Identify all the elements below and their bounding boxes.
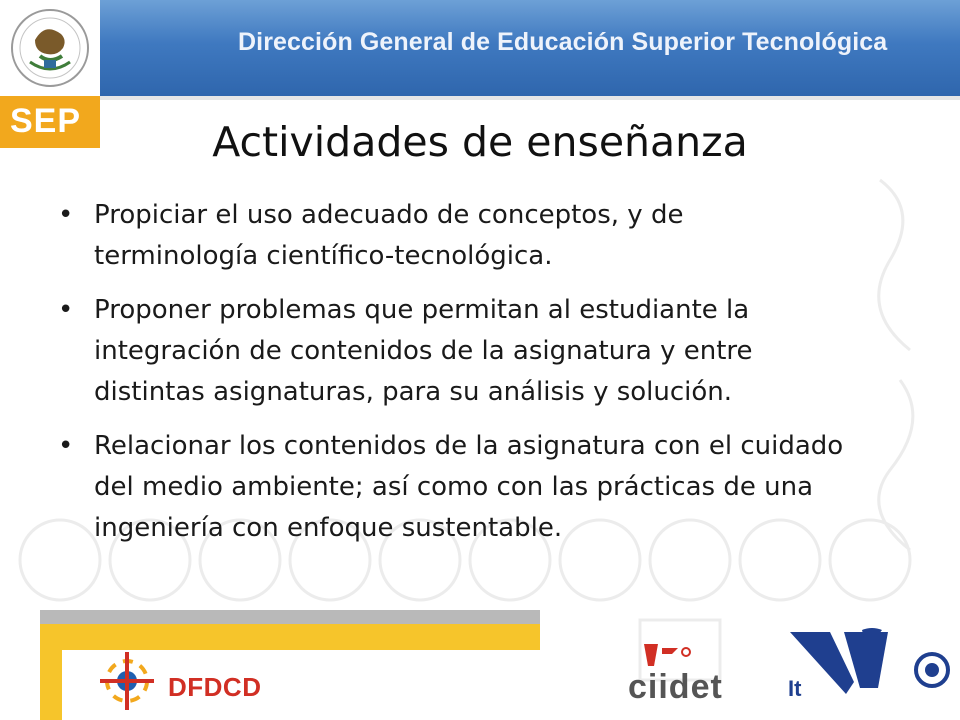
it-logo-icon bbox=[782, 626, 958, 720]
slide-title: Actividades de enseñanza bbox=[212, 118, 748, 166]
bullet-text: Relacionar los contenidos de la asignatura con el cuidado del medio ambiente; así como con las prácticas de una ingeniería con enfoque sustentable. bbox=[94, 431, 844, 543]
ciidet-mark-icon bbox=[640, 640, 696, 670]
bullet-glyph: • bbox=[58, 431, 74, 461]
bullet-text: Propiciar el uso adecuado de conceptos, y de terminología científico-tecnológica. bbox=[94, 200, 684, 271]
footer-yellow-stub bbox=[40, 650, 62, 720]
dfdcd-logo-icon bbox=[92, 648, 162, 714]
bullet-item bbox=[58, 426, 848, 549]
footer-yellow-bar bbox=[40, 624, 540, 650]
bullet-glyph: • bbox=[58, 200, 74, 230]
footer-gray-bar bbox=[40, 610, 540, 624]
seal-container bbox=[0, 0, 100, 96]
bullet-item bbox=[58, 195, 848, 277]
header-divider bbox=[100, 96, 960, 100]
bullet-text: Proponer problemas que permitan al estudiante la integración de contenidos de la asignatura y entre distintas asignaturas, para su análisis y solución. bbox=[94, 295, 753, 407]
mexican-coat-of-arms-seal-icon bbox=[0, 0, 100, 96]
bullet-list bbox=[58, 195, 848, 562]
ciidet-label: ciidet bbox=[628, 668, 723, 706]
bullet-glyph: • bbox=[58, 295, 74, 325]
header-title: Dirección General de Educación Superior Tecnológica bbox=[238, 28, 888, 56]
dfdcd-label: DFDCD bbox=[168, 672, 262, 702]
sep-logo: SEP bbox=[10, 102, 82, 140]
bullet-item bbox=[58, 290, 848, 413]
svg-text:It: It bbox=[788, 676, 802, 701]
